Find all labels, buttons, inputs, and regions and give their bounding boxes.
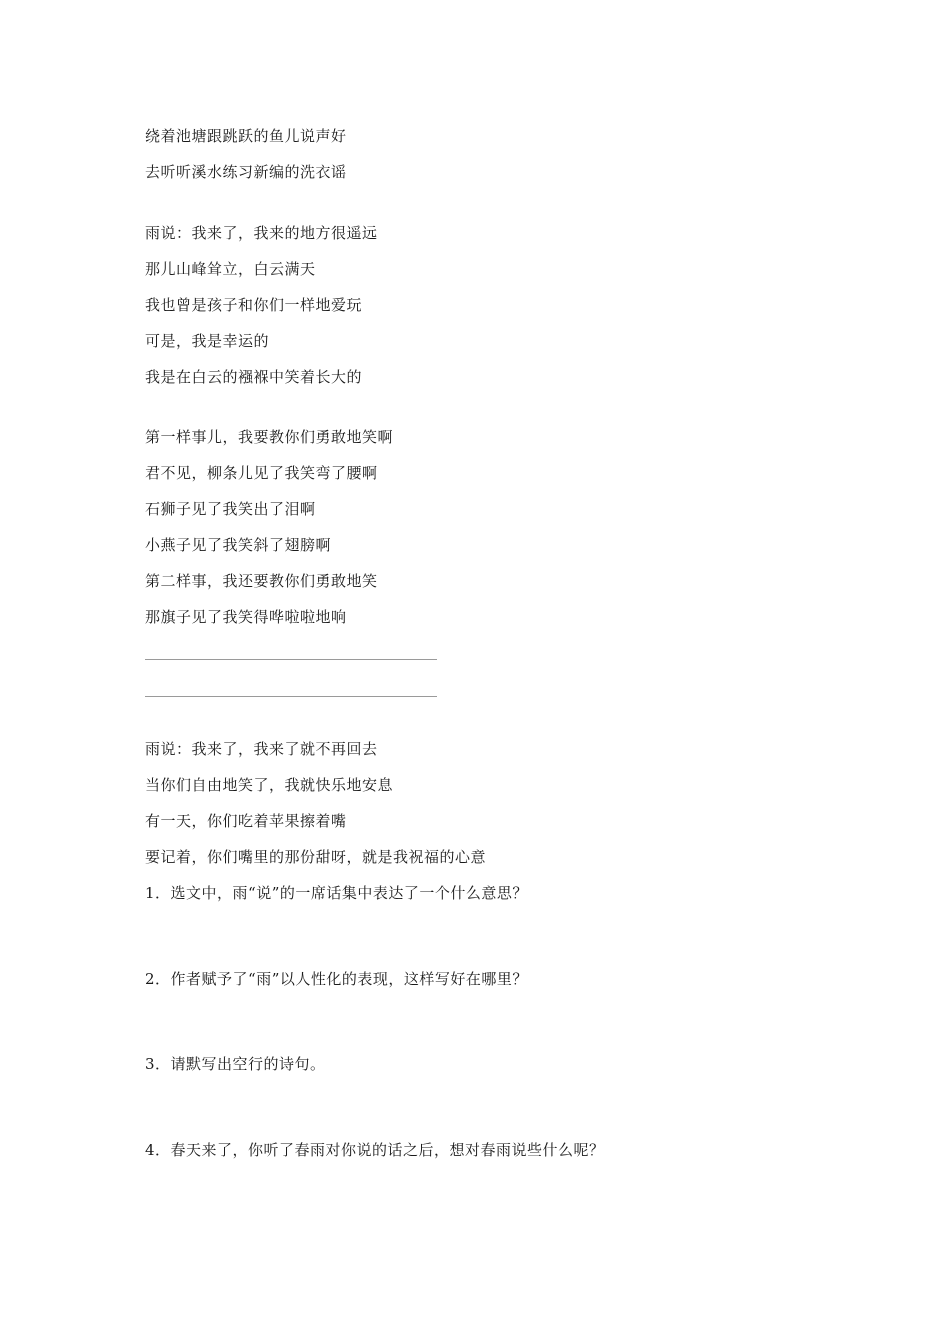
question-4: 4．春天来了，你听了春雨对你说的话之后，想对春雨说些什么呢？ — [145, 1141, 605, 1159]
poem-line: 那儿山峰耸立，白云满天 — [145, 260, 316, 278]
poem-line: 绕着池塘跟跳跃的鱼儿说声好 — [145, 127, 347, 145]
question-2: 2．作者赋予了“雨”以人性化的表现，这样写好在哪里？ — [145, 970, 528, 988]
blank-answer-line[interactable] — [145, 696, 437, 697]
poem-line: 君不见，柳条儿见了我笑弯了腰啊 — [145, 464, 378, 482]
poem-line: 我也曾是孩子和你们一样地爱玩 — [145, 296, 363, 314]
poem-line: 石狮子见了我笑出了泪啊 — [145, 500, 316, 518]
poem-line: 当你们自由地笑了，我就快乐地安息 — [145, 776, 394, 794]
poem-line: 我是在白云的襁褓中笑着长大的 — [145, 368, 363, 386]
blank-answer-line[interactable] — [145, 659, 437, 660]
poem-line: 可是，我是幸运的 — [145, 332, 270, 350]
poem-line: 去听听溪水练习新编的洗衣谣 — [145, 163, 347, 181]
poem-line: 第一样事儿，我要教你们勇敢地笑啊 — [145, 428, 394, 446]
poem-line: 小燕子见了我笑斜了翅膀啊 — [145, 536, 332, 554]
question-1: 1．选文中，雨“说”的一席话集中表达了一个什么意思？ — [145, 884, 528, 902]
poem-line: 要记着，你们嘴里的那份甜呀，就是我祝福的心意 — [145, 848, 487, 866]
poem-line: 雨说：我来了，我来了就不再回去 — [145, 740, 378, 758]
poem-line: 第二样事，我还要教你们勇敢地笑 — [145, 572, 378, 590]
question-3: 3．请默写出空行的诗句。 — [145, 1055, 326, 1073]
poem-line: 有一天，你们吃着苹果擦着嘴 — [145, 812, 347, 830]
poem-line: 雨说：我来了，我来的地方很遥远 — [145, 224, 378, 242]
poem-line: 那旗子见了我笑得哗啦啦地响 — [145, 608, 347, 626]
